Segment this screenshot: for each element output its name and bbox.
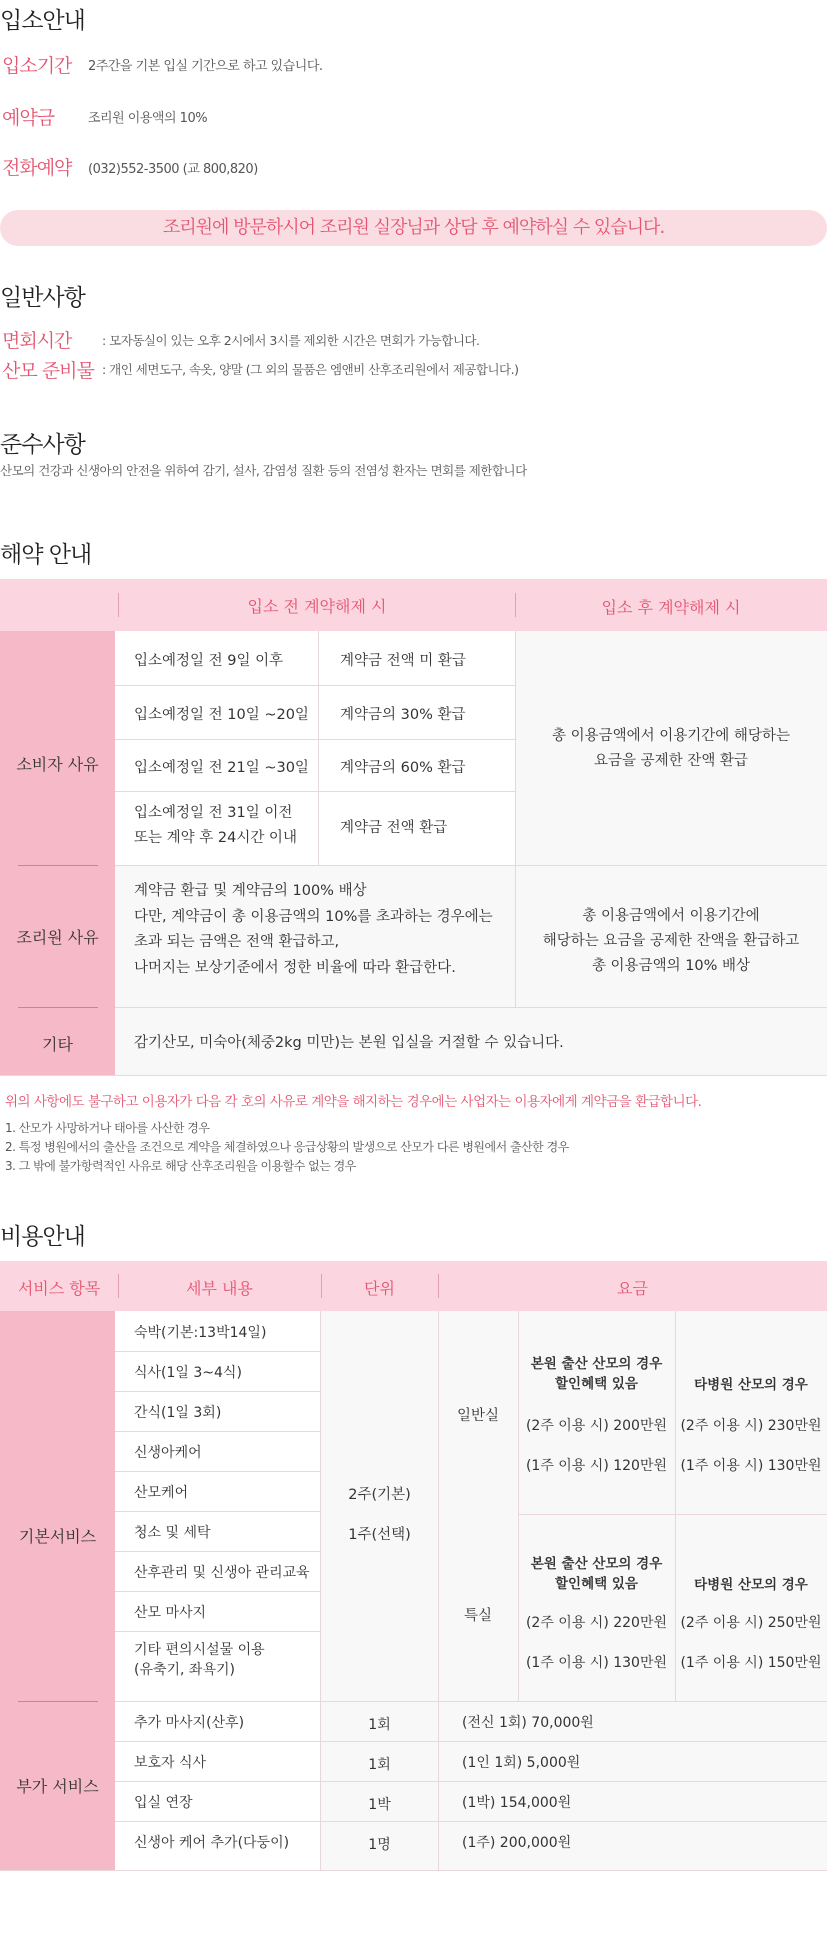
cancel-table-header: [0, 579, 827, 631]
general-own-title-line: 본원 출산 산모의 경우: [530, 1356, 663, 1372]
row-divider: [115, 1551, 320, 1552]
extra-item-unit: 1회: [368, 1757, 391, 1773]
consumer-refund-3: 계약금의 60% 환급: [340, 760, 466, 776]
special-other-title: 타병원 산모의 경우: [694, 1577, 808, 1593]
col-divider: [675, 1311, 676, 1701]
side-divider: [18, 1701, 98, 1702]
col-divider: [318, 631, 319, 865]
row-divider: [0, 1870, 827, 1871]
extra-item-name: 입실 연장: [134, 1795, 193, 1811]
row-divider: [115, 791, 515, 792]
row-divider: [115, 1741, 827, 1742]
consumer-after-line: 요금을 공제한 잔액 환급: [594, 753, 748, 769]
basic-item: 신생아케어: [134, 1445, 202, 1461]
refund-notes: [5, 1119, 569, 1176]
basic-item: 간식(1일 3회): [134, 1405, 222, 1421]
consumer-refund-2: 계약금의 30% 환급: [340, 707, 466, 723]
basic-item: 산모 마사지: [134, 1605, 207, 1621]
extra-service-label: 부가 서비스: [16, 1777, 99, 1796]
general-own-title: [518, 1354, 675, 1394]
extra-item-name: 신생아 케어 추가(다둥이): [134, 1835, 290, 1851]
cancel-side-column: [0, 631, 115, 1076]
row-divider: [518, 1514, 827, 1515]
refund-note: 3. 그 밖에 불가항력적인 사유로 해당 산후조리원을 이용할수 없는 경우: [5, 1159, 356, 1173]
basic-item: (유축기, 좌욕기): [134, 1662, 235, 1678]
extra-item-name: 추가 마사지(산후): [134, 1715, 245, 1731]
cancel-table: [0, 579, 827, 1076]
visiting-hours-label: 면회시간: [2, 330, 72, 352]
admission-title: 입소안내: [0, 8, 85, 34]
admission-period-label: 입소기간: [2, 55, 72, 77]
special-own-1w: (1주 이용 시) 130만원: [525, 1655, 668, 1671]
facility-before-line: 계약금 환급 및 계약금의 100% 배상: [134, 883, 367, 899]
general-room-label: 일반실: [456, 1408, 500, 1424]
basic-item: 산모케어: [134, 1485, 189, 1501]
special-other-1w: (1주 이용 시) 150만원: [680, 1655, 822, 1671]
special-room-label: 특실: [463, 1608, 492, 1624]
header-service: 서비스 항목: [17, 1279, 101, 1298]
facility-before-line: 초과 되는 금액은 전액 환급하고,: [134, 934, 340, 950]
header-unit: 단위: [364, 1279, 395, 1298]
extra-item-price: (1박) 154,000원: [462, 1795, 572, 1811]
row-divider: [115, 1781, 827, 1782]
row-divider: [115, 1471, 320, 1472]
visiting-hours-text: : 모자동실이 있는 오후 2시에서 3시를 제외한 시간은 면회가 가능합니다.: [102, 333, 480, 348]
phone-reservation-text: (032)552-3500 (교 800,820): [88, 162, 258, 177]
consumer-reason-label: 소비자 사유: [16, 755, 99, 774]
special-own-title-line: 할인혜택 있음: [555, 1576, 638, 1592]
row-divider: [115, 1821, 827, 1822]
refund-notice: 위의 사항에도 불구하고 이용자가 다음 각 호의 사유로 계약을 해지하는 경우에는 사업자는 이용자에게 계약금을 환급합니다.: [5, 1094, 702, 1110]
cost-table: [0, 1261, 827, 1871]
extra-item-name: 보호자 식사: [134, 1755, 207, 1771]
row-divider: [115, 1511, 320, 1512]
extra-item-price: (1인 1회) 5,000원: [462, 1755, 581, 1771]
header-price: 요금: [617, 1279, 648, 1298]
basic-item: 산후관리 및 신생아 관리교육: [134, 1565, 310, 1581]
facility-after-line: 총 이용금액의 10% 배상: [591, 958, 751, 974]
side-divider: [18, 865, 98, 866]
row-divider: [115, 739, 515, 740]
general-other-title: 타병원 산모의 경우: [694, 1377, 808, 1393]
special-own-title-line: 본원 출산 산모의 경우: [530, 1556, 663, 1572]
header-detail: 세부 내용: [186, 1279, 253, 1298]
row-divider: [115, 1007, 827, 1008]
refund-note: 2. 특정 병원에서의 출산을 조건으로 계약을 체결하였으나 응급상황의 발생으로 산모가 다른 병원에서 출산한 경우: [5, 1140, 569, 1154]
facility-before-line: 다만, 계약금이 총 이용금액의 10%를 초과하는 경우에는: [134, 908, 493, 925]
consumer-when-3: 입소예정일 전 21일 ~30일: [134, 760, 309, 776]
cost-title: 비용안내: [0, 1224, 85, 1250]
deposit-label: 예약금: [2, 107, 55, 129]
row-divider: [115, 1351, 320, 1352]
col-before-header: 입소 전 계약해제 시: [247, 597, 387, 616]
phone-reservation-label: 전화예약: [2, 157, 72, 179]
basic-item: 숙박(기본:13박14일): [134, 1325, 267, 1341]
extra-item-unit: 1회: [368, 1717, 391, 1733]
consumer-after-text: [515, 724, 827, 774]
basic-unit-2w: 2주(기본): [348, 1487, 411, 1503]
rules-text: 산모의 건강과 신생아의 안전을 위하여 감기, 설사, 감염성 질환 등의 전염성 환자는 면회를 제한합니다: [0, 463, 527, 478]
special-other-2w: (2주 이용 시) 250만원: [680, 1615, 822, 1631]
basic-service-label: 기본서비스: [18, 1527, 97, 1546]
other-reason-label: 기타: [42, 1035, 73, 1054]
general-own-2w: (2주 이용 시) 200만원: [525, 1418, 668, 1434]
facility-after-text: [515, 904, 827, 979]
row-divider: [115, 1701, 827, 1702]
consumer-refund-1: 계약금 전액 미 환급: [340, 653, 466, 669]
col-divider: [438, 1311, 439, 1871]
deposit-text: 조리원 이용액의 10%: [88, 111, 208, 126]
mother-supplies-label: 산모 준비물: [2, 360, 94, 382]
basic-item: 기타 편의시설물 이용: [134, 1642, 265, 1658]
general-other-1w: (1주 이용 시) 130만원: [680, 1458, 822, 1474]
cancel-title: 해약 안내: [0, 542, 92, 568]
row-divider: [115, 1631, 320, 1632]
col-after-header: 입소 후 계약해제 시: [601, 598, 741, 617]
consumer-refund-4: 계약금 전액 환급: [340, 820, 448, 836]
basic-unit-1w: 1주(선택): [348, 1527, 411, 1543]
extra-item-price: (1주) 200,000원: [462, 1835, 572, 1851]
consumer-after-line: 총 이용금액에서 이용기간에 해당하는: [552, 728, 790, 744]
consumer-when-1: 입소예정일 전 9일 이후: [134, 653, 284, 669]
rules-title: 준수사항: [0, 432, 85, 458]
special-own-2w: (2주 이용 시) 220만원: [525, 1615, 668, 1631]
extra-item-unit: 1박: [368, 1797, 391, 1813]
basic-item: 식사(1일 3~4식): [134, 1365, 242, 1381]
row-divider: [115, 865, 827, 866]
general-title: 일반사항: [0, 285, 85, 311]
facility-before-text: [134, 879, 493, 981]
special-own-title: [518, 1554, 675, 1594]
consumer-when-4a: 입소예정일 전 31일 이전: [134, 805, 293, 821]
side-divider: [18, 1007, 98, 1008]
general-other-2w: (2주 이용 시) 230만원: [680, 1418, 822, 1434]
other-text: 감기산모, 미숙아(체중2kg 미만)는 본원 입실을 거절할 수 있습니다.: [134, 1035, 564, 1051]
row-divider: [115, 1391, 320, 1392]
basic-item: 청소 및 세탁: [134, 1525, 211, 1541]
facility-before-line: 나머지는 보상기준에서 정한 비율에 따라 환급한다.: [134, 959, 456, 976]
facility-after-line: 총 이용금액에서 이용기간에: [582, 908, 760, 924]
row-divider: [115, 685, 515, 686]
general-own-title-line: 할인혜택 있음: [555, 1376, 638, 1392]
row-divider: [115, 1431, 320, 1432]
facility-after-line: 해당하는 요금을 공제한 잔액을 환급하고: [542, 933, 800, 949]
mother-supplies-text: : 개인 세면도구, 속옷, 양말 (그 외의 물품은 엠앤비 산후조리원에서 제공합니다.): [102, 362, 519, 377]
consumer-when-2: 입소예정일 전 10일 ~20일: [134, 707, 309, 723]
cost-table-header: [0, 1261, 827, 1311]
col-divider: [320, 1311, 321, 1871]
general-own-1w: (1주 이용 시) 120만원: [525, 1458, 668, 1474]
consultation-banner: 조리원에 방문하시어 조리원 실장님과 상담 후 예약하실 수 있습니다.: [0, 210, 827, 246]
consumer-when-4b: 또는 계약 후 24시간 이내: [134, 830, 297, 846]
facility-reason-label: 조리원 사유: [16, 928, 99, 947]
extra-item-price: (전신 1회) 70,000원: [462, 1715, 594, 1731]
row-divider: [115, 1591, 320, 1592]
refund-note: 1. 산모가 사망하거나 태아를 사산한 경우: [5, 1121, 210, 1135]
extra-item-unit: 1명: [368, 1837, 391, 1853]
row-divider: [0, 1075, 827, 1076]
admission-period-text: 2주간을 기본 입실 기간으로 하고 있습니다.: [88, 59, 323, 74]
